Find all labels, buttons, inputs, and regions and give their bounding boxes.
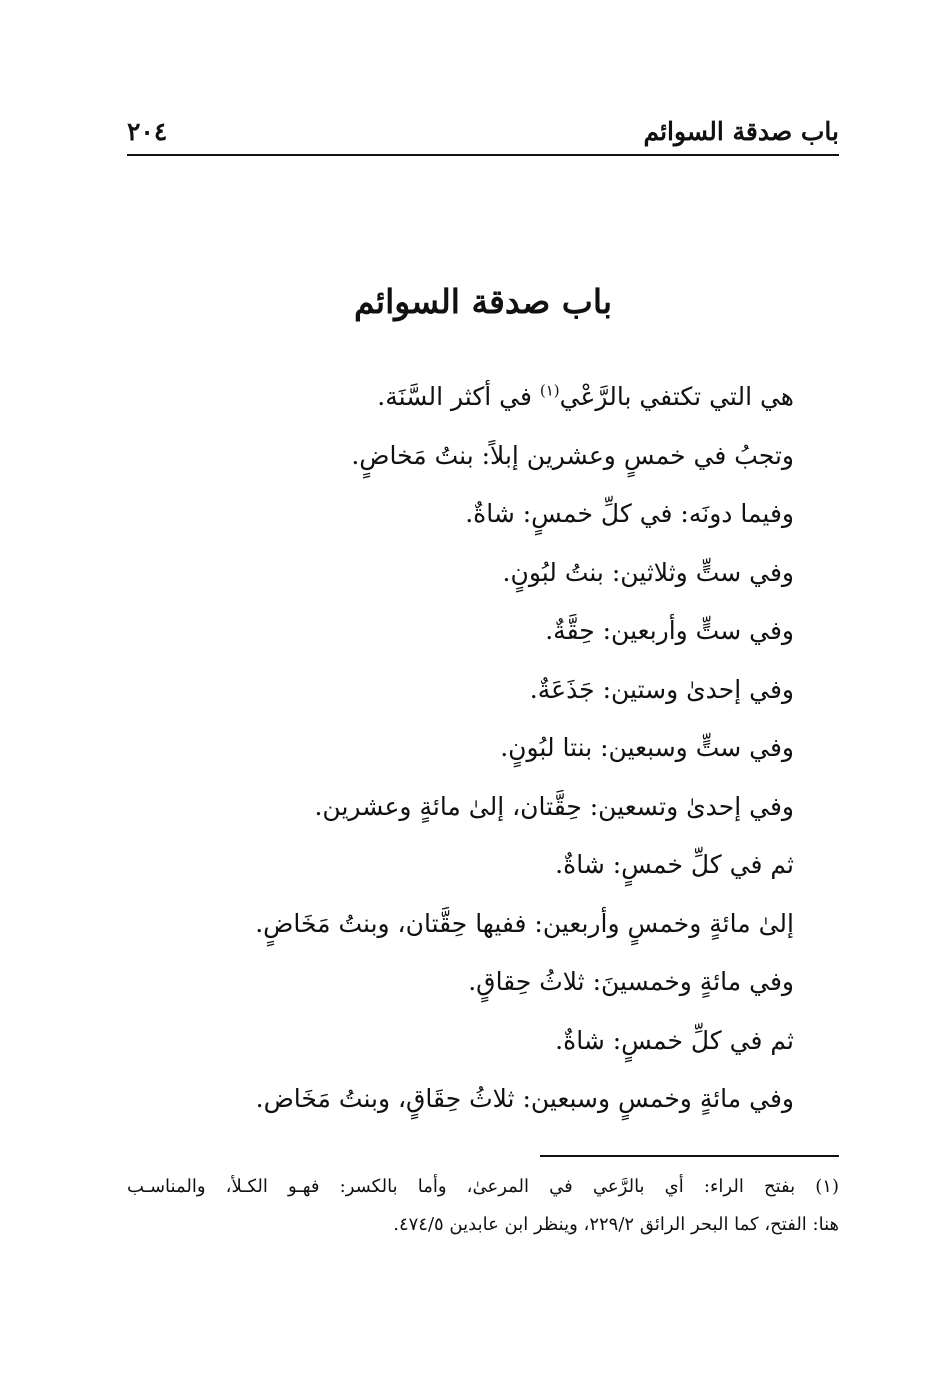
body-line: وفي إحدىٰ وتسعين: حِقَّتان، إلىٰ مائةٍ وعشرين. xyxy=(314,791,794,821)
running-header xyxy=(127,112,839,152)
body-line-text: في أكثر السَّنَة. xyxy=(377,382,540,411)
footnote-line: هنا: الفتح، كما البحر الرائق ٢٢٩/٢، وينظر ابن عابدين ٤٧٤/٥. xyxy=(393,1214,839,1235)
running-header-title: باب صدقة السوائم xyxy=(643,117,839,146)
body-line: إلىٰ مائةٍ وخمسٍ وأربعين: ففيها حِقَّتان، وبنتُ مَخَاضٍ. xyxy=(255,908,794,938)
body-line: وفي مائةٍ وخمسٍ وسبعين: ثلاثُ حِقَاقٍ، وبنتُ مَخَاض. xyxy=(255,1084,794,1113)
body-text xyxy=(174,368,794,1129)
body-line: وفي ستٍّ وثلاثين: بنتُ لبُونٍ. xyxy=(502,557,794,587)
body-line: وتجبُ في خمسٍ وعشرين إبلاً: بنتُ مَخاضٍ. xyxy=(351,440,794,470)
body-line: وفي ستٍّ وسبعين: بنتا لبُونٍ. xyxy=(500,733,794,762)
footnotes xyxy=(127,1168,839,1244)
body-line: وفي إحدىٰ وستين: جَذَعَةٌ. xyxy=(529,674,794,704)
chapter-title: باب صدقة السوائم xyxy=(353,282,613,321)
body-line: وفيما دونَه: في كلِّ خمسٍ: شاةٌ. xyxy=(465,499,794,528)
body-line: وفي مائةٍ وخمسينَ: ثلاثُ حِقاقٍ. xyxy=(468,967,794,996)
body-line: وفي ستٍّ وأربعين: حِقَّةٌ. xyxy=(545,616,794,645)
body-line: ثم في كلِّ خمسٍ: شاةٌ. xyxy=(555,850,794,879)
header-rule xyxy=(127,154,839,156)
body-line-text: هي التي تكتفي بالرَّعْي xyxy=(559,382,794,411)
page-number: ٢٠٤ xyxy=(127,117,168,146)
footnote-line: (١) بفتح الراء: أي بالرَّعي في المرعىٰ، وأما بالكسر: فهـو الكـلأ، والمناسـب xyxy=(127,1176,839,1197)
body-line: ثم في كلِّ خمسٍ: شاةٌ. xyxy=(555,1025,794,1055)
body-line xyxy=(174,368,794,427)
footnote-reference: (١) xyxy=(539,381,560,400)
footnote-rule xyxy=(540,1155,839,1157)
